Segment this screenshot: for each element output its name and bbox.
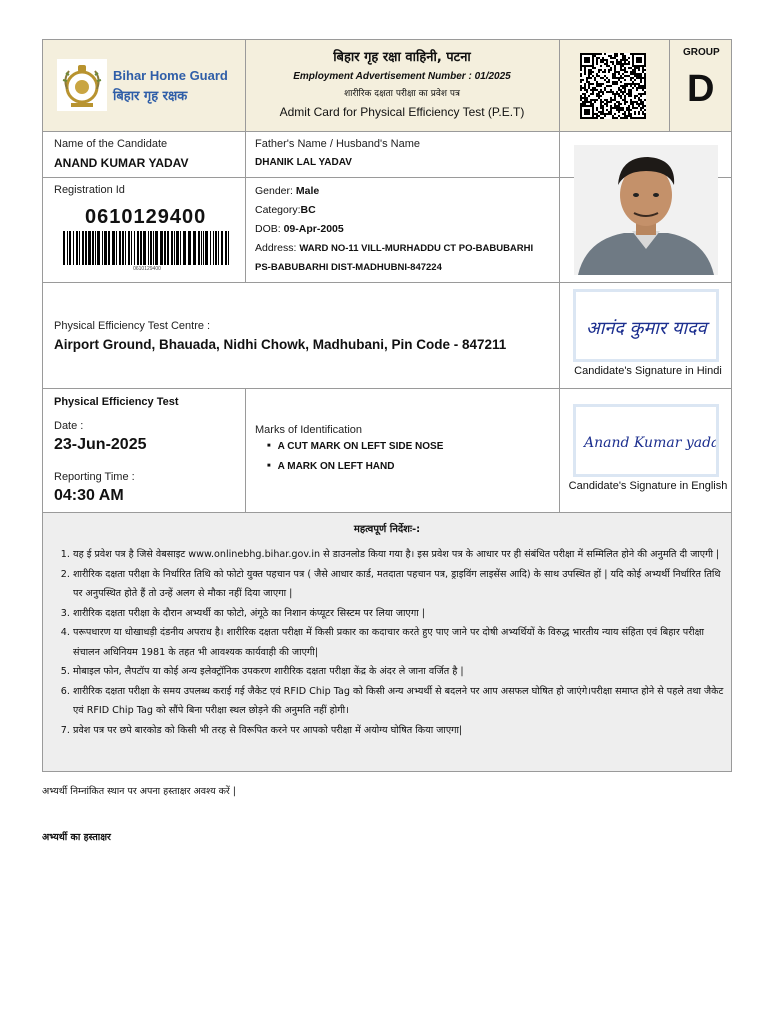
father-name: DHANIK LAL YADAV: [255, 157, 352, 168]
test-centre-row: [43, 283, 731, 389]
divider: [245, 178, 246, 282]
dob-value: 09-Apr-2005: [283, 223, 344, 235]
dob-line: [255, 223, 344, 235]
gender-line: [255, 185, 319, 197]
gender-label: Gender:: [255, 185, 293, 197]
divider: [559, 132, 560, 177]
identification-mark: ■ A CUT MARK ON LEFT SIDE NOSE: [267, 441, 443, 452]
qr-code-icon: [580, 53, 646, 119]
reporting-time: 04:30 AM: [54, 487, 124, 504]
instruction-item: 2. शारीरिक दक्षता परीक्षा के निर्धारित तिथि को फोटो युक्त पहचान पत्र ( जैसे आधार कार्ड, मतदाता पहचान पत्र, ड्राइविंग लाइसेंस आदि) के साथ उपस्थित हों | यदि कोई अभ्यर्थी निर्धारित तिथि पर अनुपस्थित होते हैं तो उन्हें अलग से मौका नहीं दिया जाएगा |: [73, 565, 727, 604]
subtitle-hindi: शारीरिक दक्षता परीक्षा का प्रवेश पत्र: [344, 89, 460, 99]
identification-marks-label: Marks of Identification: [255, 424, 362, 436]
signature-instruction: अभ्यर्थी निम्नांकित स्थान पर अपना हस्ताक्षर अवश्य करें |: [42, 786, 237, 797]
instruction-item: 5. मोबाइल फोन, लैपटॉप या कोई अन्य इलेक्ट्रॉनिक उपकरण शारीरिक दक्षता परीक्षा केंद्र के अंदर ले जाना वर्जित है |: [73, 662, 727, 682]
category-line: [255, 204, 316, 216]
instructions-list: [43, 545, 731, 740]
instruction-item: 6. शारीरिक दक्षता परीक्षा के समय उपलब्ध कराई गई जैकेट एवं RFID Chip Tag को किसी अन्य अभ्यर्थी से बदलने पर आप असफल घोषित हो जाएंगे।परीक्षा समाप्त होने से पहले तथा जैकेट एवं RFID Chip Tag को सौंपे बिना परीक्षा स्थल छोड़ने की अनुमति नहीं होगी।: [73, 682, 727, 721]
candidate-name-label: Name of the Candidate: [54, 138, 168, 150]
org-name-hindi: बिहार गृह रक्षक: [113, 89, 188, 104]
instructions-section: [43, 513, 731, 771]
page-title: बिहार गृह रक्षा वाहिनी, पटना: [333, 50, 471, 65]
group-label: GROUP: [683, 47, 720, 58]
address-value: WARD NO-11 VILL-MURHADDU CT PO-BABUBARHI: [299, 243, 534, 254]
divider: [669, 40, 670, 131]
instruction-item: 3. शारीरिक दक्षता परीक्षा के दौरान अभ्यर्थी का फोटो, अंगूठे का निशान कंप्यूटर सिस्टम पर लिया जाएगा |: [73, 604, 727, 624]
divider: [559, 389, 560, 512]
instructions-title: महत्वपूर्ण निर्देशः-:: [353, 524, 421, 535]
admit-card: [42, 39, 732, 772]
identification-marks-list: [265, 441, 443, 481]
father-name-label: Father's Name / Husband's Name: [255, 138, 420, 150]
test-centre-value: Airport Ground, Bhauada, Nidhi Chowk, Madhubani, Pin Code - 847211: [54, 337, 507, 352]
candidate-name: ANAND KUMAR YADAV: [54, 156, 189, 170]
barcode-number: 0610129400: [133, 266, 161, 272]
test-details-row: [43, 389, 731, 513]
signature-hindi-text: आनंद कुमार यादव: [586, 318, 707, 339]
signature-english: [573, 404, 719, 477]
gender-value: Male: [295, 185, 320, 197]
header-title-block: [245, 40, 559, 119]
category-value: BC: [300, 204, 316, 216]
address-label: Address:: [255, 242, 297, 254]
divider: [559, 40, 560, 131]
signature-hindi-caption: Candidate's Signature in Hindi: [574, 365, 722, 377]
date-label: Date :: [54, 420, 84, 432]
identification-mark: ■ A MARK ON LEFT HAND: [267, 461, 443, 472]
divider: [245, 132, 246, 177]
header-row: [43, 40, 731, 132]
dob-label: DOB:: [255, 223, 281, 235]
barcode-icon: [63, 231, 231, 265]
registration-id: 0610129400: [85, 206, 207, 228]
org-name-english: Bihar Home Guard: [113, 68, 228, 83]
reporting-time-label: Reporting Time :: [54, 471, 135, 483]
instruction-item: 4. परूपधारण या धोखाधड़ी दंडनीय अपराध है। शारीरिक दक्षता परीक्षा में किसी प्रकार का कदाचार करते हुए पाए जाने पर दोषी अभ्यर्थियों के विरुद्ध भारतीय न्याय संहिता एवं बिहार परीक्षा संचालन अधिनियम 1981 के तहत भी आवश्यक कार्यवाही की जाएगी|: [73, 623, 727, 662]
registration-label: Registration Id: [54, 184, 125, 196]
signature-english-caption: Candidate's Signature in English: [568, 480, 728, 492]
signature-hindi: [573, 289, 719, 362]
candidate-signature-label: अभ्यर्थी का हस्ताक्षर: [42, 832, 111, 843]
address-value-line2: PS-BABUBARHI DIST-MADHUBNI-847224: [255, 262, 442, 273]
category-label: Category:: [255, 204, 301, 216]
test-centre-label: Physical Efficiency Test Centre :: [54, 320, 211, 332]
candidate-photo: [574, 145, 718, 275]
admit-card-title: Admit Card for Physical Efficiency Test (P.E.T): [279, 105, 525, 119]
address-line: [255, 242, 533, 254]
advertisement-number: Employment Advertisement Number : 01/2025: [293, 71, 511, 82]
signature-english-text: Anand Kumar yadav: [584, 435, 716, 451]
divider: [559, 283, 560, 388]
test-heading: Physical Efficiency Test: [54, 396, 179, 408]
group-value: D: [687, 68, 715, 110]
divider: [245, 389, 246, 512]
bihar-home-guard-emblem-icon: [57, 59, 107, 111]
divider: [559, 178, 560, 282]
instruction-item: 7. प्रवेश पत्र पर छपे बारकोड को किसी भी तरह से विरूपित करने पर आपको परीक्षा में अयोग्य घोषित किया जाएगा|: [73, 721, 727, 741]
instruction-item: 1. यह ई प्रवेश पत्र है जिसे वेबसाइट www.onlinebhg.bihar.gov.in से डाउनलोड किया गया है। इस प्रवेश पत्र के आधार पर ही संबंधित परीक्षा में सम्मिलित होने की अनुमति दी जाएगी |: [73, 545, 727, 565]
test-date: 23-Jun-2025: [54, 436, 147, 453]
